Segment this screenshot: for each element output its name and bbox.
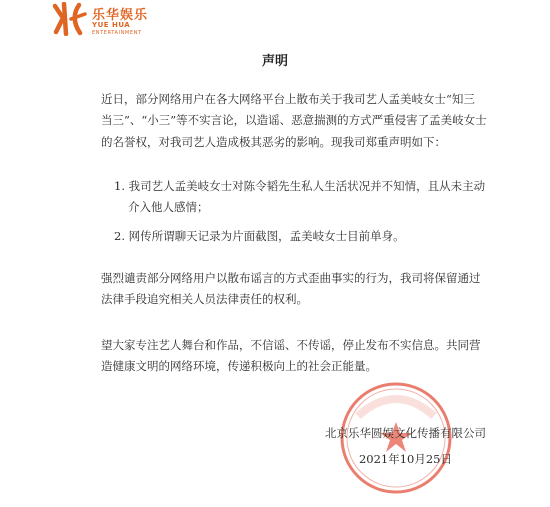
company-logo	[52, 2, 172, 40]
statement-item-2	[114, 226, 494, 247]
intro-line: 的名誉权，对我司艺人造成极其恶劣的影响。现我司郑重声明如下：	[101, 134, 446, 149]
statement-item-1	[114, 176, 494, 219]
intro-line: 当三”、“小三”等不实言论，以造谣、恶意揣测的方式严重侵害了孟美岐女士	[101, 113, 487, 128]
item-line: 介入他人感情；	[128, 200, 209, 215]
condemn-line: 强烈谴责部分网络用户以散布谣言的方式歪曲事实的行为，我司将保留通过	[101, 271, 481, 285]
logo-chinese-name: 乐华娱乐	[92, 8, 149, 23]
condemn-line: 法律手段追究相关人员法律责任的权利。	[101, 292, 308, 307]
intro-line: 近日，部分网络用户在各大网络平台上散布关于我司艺人孟美岐女士“知三	[101, 92, 475, 106]
signature-date: 2021年10月25日	[358, 452, 452, 466]
appeal-line: 造健康文明的网络环境，传递积极向上的社会正能量。	[101, 359, 377, 374]
intro-paragraph	[101, 89, 491, 153]
logo-english-subtitle: ENTERTAINMENT	[92, 30, 142, 36]
logo-english-name: YUE HUA	[92, 21, 131, 29]
item-line: 2. 网传所谓聊天记录为片面截图，孟美岐女士目前单身。	[114, 229, 405, 243]
signature-company: 北京乐华圆娱文化传播有限公司	[325, 426, 486, 440]
item-line: 1. 我司艺人孟美岐女士对陈令韬先生私人生活状况并不知情，且从未主动	[114, 179, 486, 193]
appeal-line: 望大家专注艺人舞台和作品，不信谣、不传谣，停止发布不实信息。共同营	[101, 338, 481, 352]
condemn-paragraph	[101, 268, 491, 311]
document-title: 声明	[261, 54, 288, 69]
yuehua-logo-icon	[52, 2, 88, 36]
